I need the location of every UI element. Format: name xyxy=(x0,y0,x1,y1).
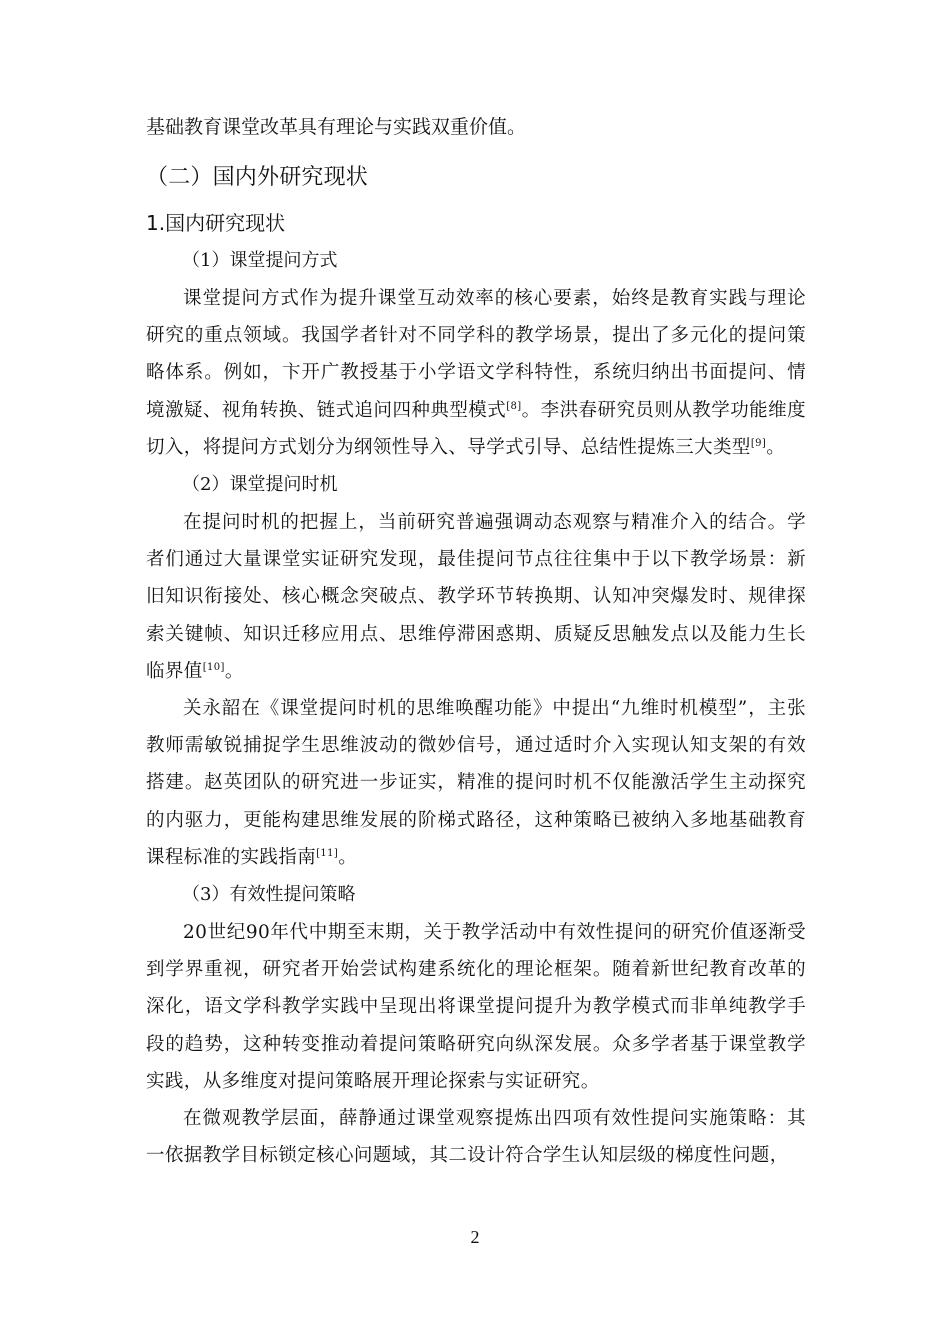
paragraph-text: 关永韶在《课堂提问时机的思维唤醒功能》中提出“九维时机模型”，主张教师需敏锐捕捉学生思维波动的微妙信号，通过适时介入实现认知支架的有效搭建。赵英团队的研究进一步证实，精准的提问时机不仅能激活学生主动探究的内驱力，更能构建思维发展的阶梯式路径，这种策略已被纳入多地基础教育课程标准的实践指南 xyxy=(146,698,806,868)
citation-9: [9] xyxy=(750,437,767,449)
paragraph-end: 。 xyxy=(224,660,244,682)
section-heading: （二）国内外研究现状 xyxy=(146,165,369,190)
continued-paragraph-line: 基础教育课堂改革具有理论与实践双重价值。 xyxy=(146,116,527,138)
page-content xyxy=(146,108,806,1174)
paragraph-text: 在提问时机的把握上，当前研究普遍强调动态观察与精准介入的结合。学者们通过大量课堂实证研究发现，最佳提问节点往往集中于以下教学场景：新旧知识衔接处、核心概念突破点、教学环节转换期、认知冲突爆发时、规律探索关键帧、知识迁移应用点、思维停滞困惑期、质疑反思触发点以及能力生长临界值 xyxy=(146,512,806,682)
sub-heading-questioning-timing: （2）课堂提问时机 xyxy=(182,474,338,496)
paragraph-questioning-methods xyxy=(146,280,806,466)
citation-10: [10] xyxy=(202,661,225,673)
paragraph-effective-strategies-1: 20世纪90年代中期至末期，关于教学活动中有效性提问的研究价值逐渐受到学界重视，研究者开始尝试构建系统化的理论框架。随着新世纪教育改革的深化，语文学科教学实践中呈现出将课堂提问提升为教学模式而非单纯教学手段的趋势，这种转变推动着提问策略研究向纵深发展。众多学者基于课堂教学实践，从多维度对提问策略展开理论探索与实证研究。 xyxy=(146,922,806,1092)
paragraph-questioning-timing-1 xyxy=(146,504,806,690)
sub-heading-effective-strategies: （3）有效性提问策略 xyxy=(182,884,356,906)
paragraph-end: 。 xyxy=(766,436,786,458)
paragraph-effective-strategies-2: 在微观教学层面，薛静通过课堂观察提炼出四项有效性提问实施策略：其一依据教学目标锁定核心问题域，其二设计符合学生认知层级的梯度性问题， xyxy=(146,1108,806,1167)
paragraph-end: 。 xyxy=(338,846,358,868)
paragraph-text: 。李洪春研究员则从教学功能维度切入，将提问方式划分为纲领性导入、导学式引导、总结性提炼三大类型 xyxy=(146,399,806,458)
subsection-heading: 1.国内研究现状 xyxy=(146,211,286,235)
sub-heading-questioning-methods: （1）课堂提问方式 xyxy=(182,250,338,271)
paragraph-questioning-timing-2 xyxy=(146,690,806,876)
paragraph-text: 课堂提问方式作为提升课堂互动效率的核心要素，始终是教育实践与理论研究的重点领域。我国学者针对不同学科的教学场景，提出了多元化的提问策略体系。例如，卞开广教授基于小学语文学科特性，系统归纳出书面提问、情境激疑、视角转换、链式追问四种典型模式 xyxy=(146,288,806,421)
citation-8: [8] xyxy=(506,400,522,412)
citation-11: [11] xyxy=(316,847,339,859)
page-number: 2 xyxy=(470,1227,480,1247)
